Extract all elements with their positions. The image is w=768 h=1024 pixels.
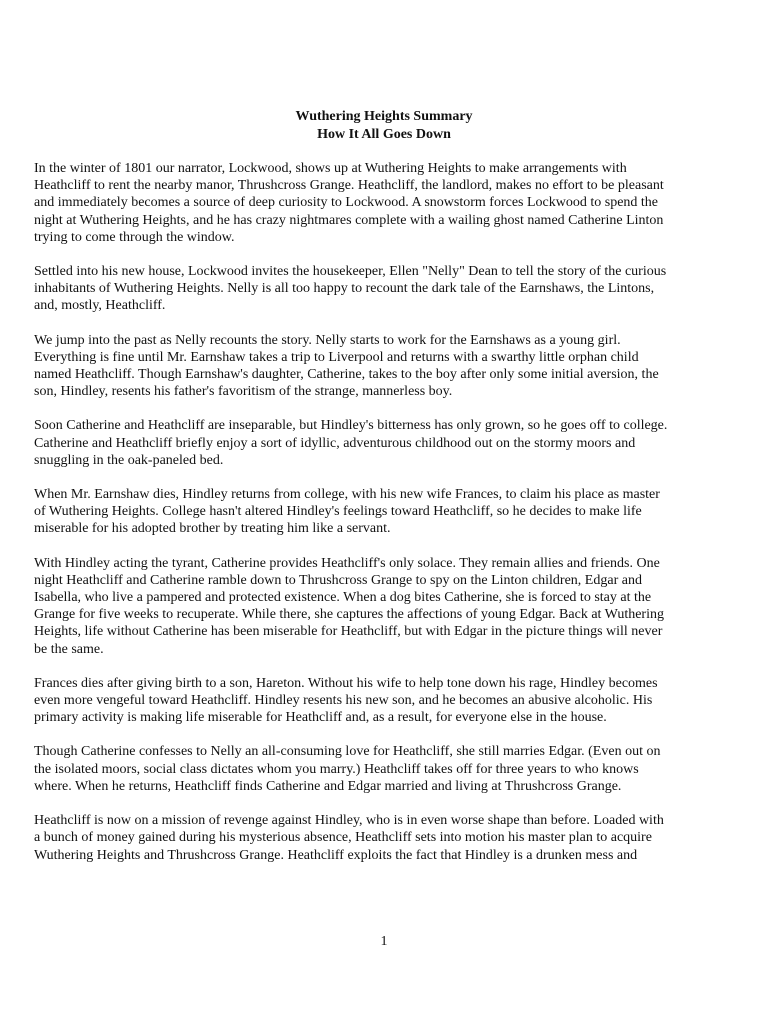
text-line: Catherine and Heathcliff briefly enjoy a sort of idyllic, adventurous childhood out on the stormy moors and xyxy=(34,435,636,451)
text-line: even more vengeful toward Heathcliff. Hindley resents his new son, and he becomes an abusive alcoholic. His xyxy=(34,693,653,709)
text-line: Wuthering Heights and Thrushcross Grange. Heathcliff exploits the fact that Hindley is a drunken mess and xyxy=(34,847,638,863)
paragraph xyxy=(34,743,736,795)
paragraph xyxy=(34,486,736,538)
body-text xyxy=(34,160,736,881)
text-line: When Mr. Earnshaw dies, Hindley returns from college, with his new wife Frances, to claim his place as master xyxy=(34,487,660,503)
text-line: the isolated moors, social class dictates whom you marry.) Heathcliff takes off for three years to who knows xyxy=(34,761,639,777)
title-block xyxy=(0,108,768,144)
text-line: where. When he returns, Heathcliff finds Catherine and Edgar married and living at Thrushcross Grange. xyxy=(34,778,622,794)
text-line: and, mostly, Heathcliff. xyxy=(34,298,166,314)
text-line: We jump into the past as Nelly recounts the story. Nelly starts to work for the Earnshaws as a young girl. xyxy=(34,332,621,348)
text-line: of Wuthering Heights. College hasn't altered Hindley's feelings toward Heathcliff, so he decides to make life xyxy=(34,504,642,520)
text-line: be the same. xyxy=(34,641,104,657)
text-line: named Heathcliff. Though Earnshaw's daughter, Catherine, takes to the boy after only some initial aversion, the xyxy=(34,367,659,383)
text-line: Heights, life without Catherine has been miserable for Heathcliff, but with Edgar in the picture things will never xyxy=(34,624,663,640)
paragraph xyxy=(34,160,736,246)
text-line: Settled into his new house, Lockwood invites the housekeeper, Ellen "Nelly" Dean to tell the story of the curious xyxy=(34,264,667,280)
text-line: Though Catherine confesses to Nelly an all-consuming love for Heathcliff, she still marries Edgar. (Even out on xyxy=(34,744,661,760)
paragraph xyxy=(34,417,736,469)
text-line: inhabitants of Wuthering Heights. Nelly is all too happy to recount the dark tale of the Earnshaws, the Lintons, xyxy=(34,281,655,297)
paragraph xyxy=(34,555,736,658)
paragraph xyxy=(34,332,736,401)
text-line: a bunch of money gained during his mysterious absence, Heathcliff sets into motion his master plan to acquire xyxy=(34,830,652,846)
text-line: Isabella, who live a pampered and protected existence. When a dog bites Catherine, she is forced to stay at the xyxy=(34,590,652,606)
paragraph xyxy=(34,812,736,864)
text-line: night Heathcliff and Catherine ramble down to Thrushcross Grange to spy on the Linton children, Edgar and xyxy=(34,572,642,588)
text-line: night at Wuthering Heights, and he has crazy nightmares complete with a wailing ghost named Catherine Linton xyxy=(34,212,664,228)
text-line: primary activity is making life miserable for Heathcliff and, as a result, for everyone else in the house. xyxy=(34,710,607,726)
document-subtitle: How It All Goes Down xyxy=(317,127,451,142)
paragraph xyxy=(34,263,736,315)
text-line: son, Hindley, resents his father's favoritism of the strange, mannerless boy. xyxy=(34,384,453,400)
text-line: Frances dies after giving birth to a son, Hareton. Without his wife to help tone down his rage, Hindley becomes xyxy=(34,675,658,691)
text-line: Heathcliff is now on a mission of revenge against Hindley, who is in even worse shape than before. Loaded with xyxy=(34,813,664,829)
text-line: Heathcliff to rent the nearby manor, Thrushcross Grange. Heathcliff, the landlord, makes no effort to be pleasant xyxy=(34,178,664,194)
text-line: Grange for five weeks to recuperate. While there, she captures the affections of young Edgar. Back at Wuthering xyxy=(34,607,664,623)
paragraph xyxy=(34,675,736,727)
text-line: trying to come through the window. xyxy=(34,229,235,245)
page-number: 1 xyxy=(380,934,388,949)
text-line: snuggling in the oak-paneled bed. xyxy=(34,452,224,468)
text-line: With Hindley acting the tyrant, Catherine provides Heathcliff's only solace. They remain allies and friends. One xyxy=(34,555,660,571)
text-line: Everything is fine until Mr. Earnshaw takes a trip to Liverpool and returns with a swarthy little orphan child xyxy=(34,349,639,365)
text-line: miserable for his adopted brother by treating him like a servant. xyxy=(34,521,391,537)
document-title: Wuthering Heights Summary xyxy=(295,109,473,124)
text-line: Soon Catherine and Heathcliff are inseparable, but Hindley's bitterness has only grown, so he goes off to college. xyxy=(34,418,668,434)
text-line: In the winter of 1801 our narrator, Lockwood, shows up at Wuthering Heights to make arrangements with xyxy=(34,161,627,176)
text-line: and immediately becomes a source of deep curiosity to Lockwood. A snowstorm forces Lockwood to spend the xyxy=(34,195,659,211)
